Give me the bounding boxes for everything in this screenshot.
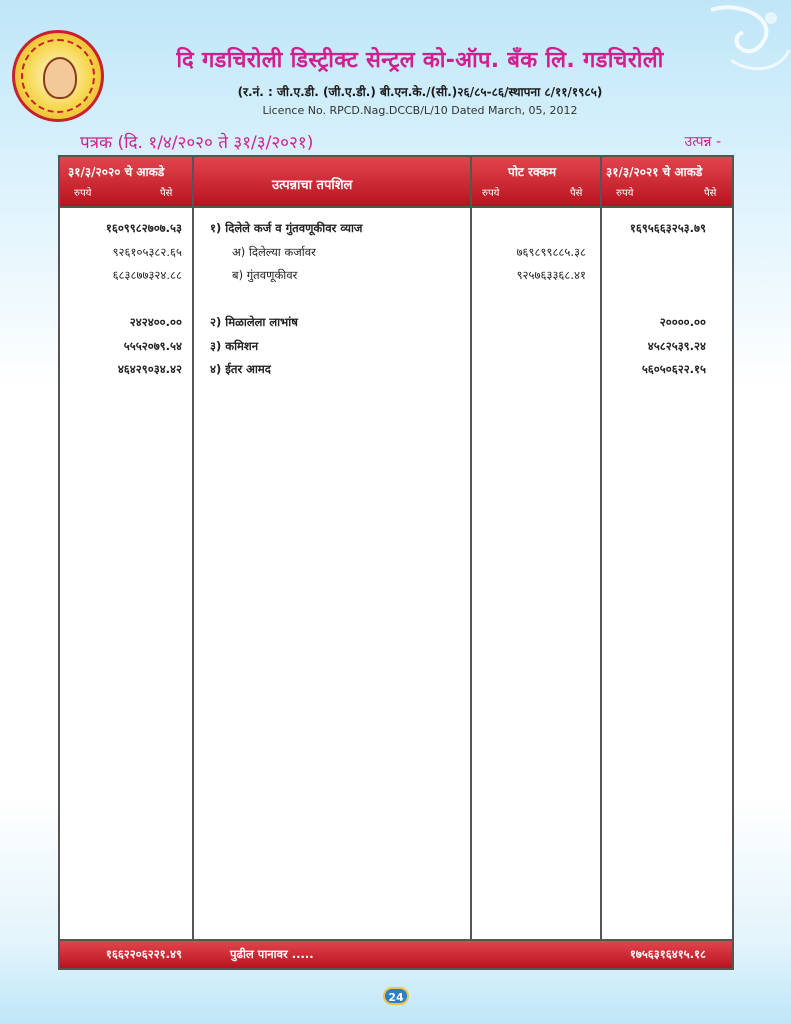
header-sub-paise: पैसे xyxy=(570,188,583,199)
row2-sub: ७६९८९९८८५.३८ xyxy=(516,245,586,259)
row4-desc: २) मिळालेला लाभांष xyxy=(210,315,298,329)
row3-prev: ६८३८७७३२४.८८ xyxy=(112,268,182,282)
statement-title: पत्रक (दि. १/४/२०२० ते ३१/३/२०२१) xyxy=(80,133,314,153)
logo-figure-icon xyxy=(43,57,77,99)
row2-prev: ९२६१०५३८२.६५ xyxy=(112,245,182,259)
row1-desc: १) दिलेले कर्ज व गुंतवणूकीवर व्याज xyxy=(210,221,363,235)
header-curr-year: ३१/३/२०२१ चे आकडे xyxy=(606,165,703,179)
licence-number: Licence No. RPCD.Nag.DCCB/L/10 Dated March, 05, 2012 xyxy=(262,104,578,117)
page-number: 24 xyxy=(383,987,409,1005)
row4-prev: २४२४००.०० xyxy=(129,315,182,329)
row3-desc: ब) गुंतवणूकीवर xyxy=(232,268,298,282)
row3-sub: ९२५७६३३६८.४१ xyxy=(516,268,586,282)
row6-curr: ५६०५०६२२.१५ xyxy=(641,362,706,376)
statement-side-label: उत्पन्न - xyxy=(684,134,721,150)
table-footer xyxy=(60,939,732,968)
row1-prev: १६०९९८२७०७.५३ xyxy=(105,221,182,235)
row5-prev: ५५५२०७९.५४ xyxy=(123,339,182,353)
footer-curr-total: १७५६३१६४१५.१८ xyxy=(629,947,706,961)
bank-logo xyxy=(12,30,104,122)
row4-curr: २००००.०० xyxy=(659,315,706,329)
column-divider xyxy=(470,157,472,968)
header-curr-paise: पैसे xyxy=(704,188,717,199)
footer-carry-forward: पुढील पानावर ..... xyxy=(230,947,314,961)
header-prev-paise: पैसे xyxy=(160,188,173,199)
column-divider xyxy=(600,157,602,968)
row5-curr: ४५८२५३९.२४ xyxy=(647,339,706,353)
header-curr-rupees: रुपये xyxy=(616,188,634,199)
header-prev-year: ३१/३/२०२० चे आकडे xyxy=(68,165,165,179)
row6-desc: ४) ईतर आमद xyxy=(210,362,271,376)
column-divider xyxy=(192,157,194,968)
row2-desc: अ) दिलेल्या कर्जावर xyxy=(232,245,316,259)
header-description: उत्पन्नाचा तपशिल xyxy=(272,178,353,193)
income-table xyxy=(58,155,734,970)
registration-number: (र.नं. : जी.ए.डी. (जी.ए.डी.) बी.एन.के./(सी.)२६/८५-८६/स्थापना ८/११/१९८५) xyxy=(237,85,603,99)
row6-prev: ४६४२९०३४.४२ xyxy=(117,362,182,376)
header-sub-rupees: रुपये xyxy=(482,188,500,199)
bank-title: दि गडचिरोली डिस्ट्रीक्ट सेन्ट्रल को-ऑप. बँक लि. गडचिरोली xyxy=(176,48,664,73)
header-prev-rupees: रुपये xyxy=(74,188,92,199)
row5-desc: ३) कमिशन xyxy=(210,339,259,353)
footer-prev-total: १६६२२०६२२१.४९ xyxy=(105,947,182,961)
row1-curr: १६९५६६३२५३.७९ xyxy=(629,221,706,235)
header-sub-amount: पोट रक्कम xyxy=(508,165,556,179)
table-header xyxy=(60,157,732,208)
